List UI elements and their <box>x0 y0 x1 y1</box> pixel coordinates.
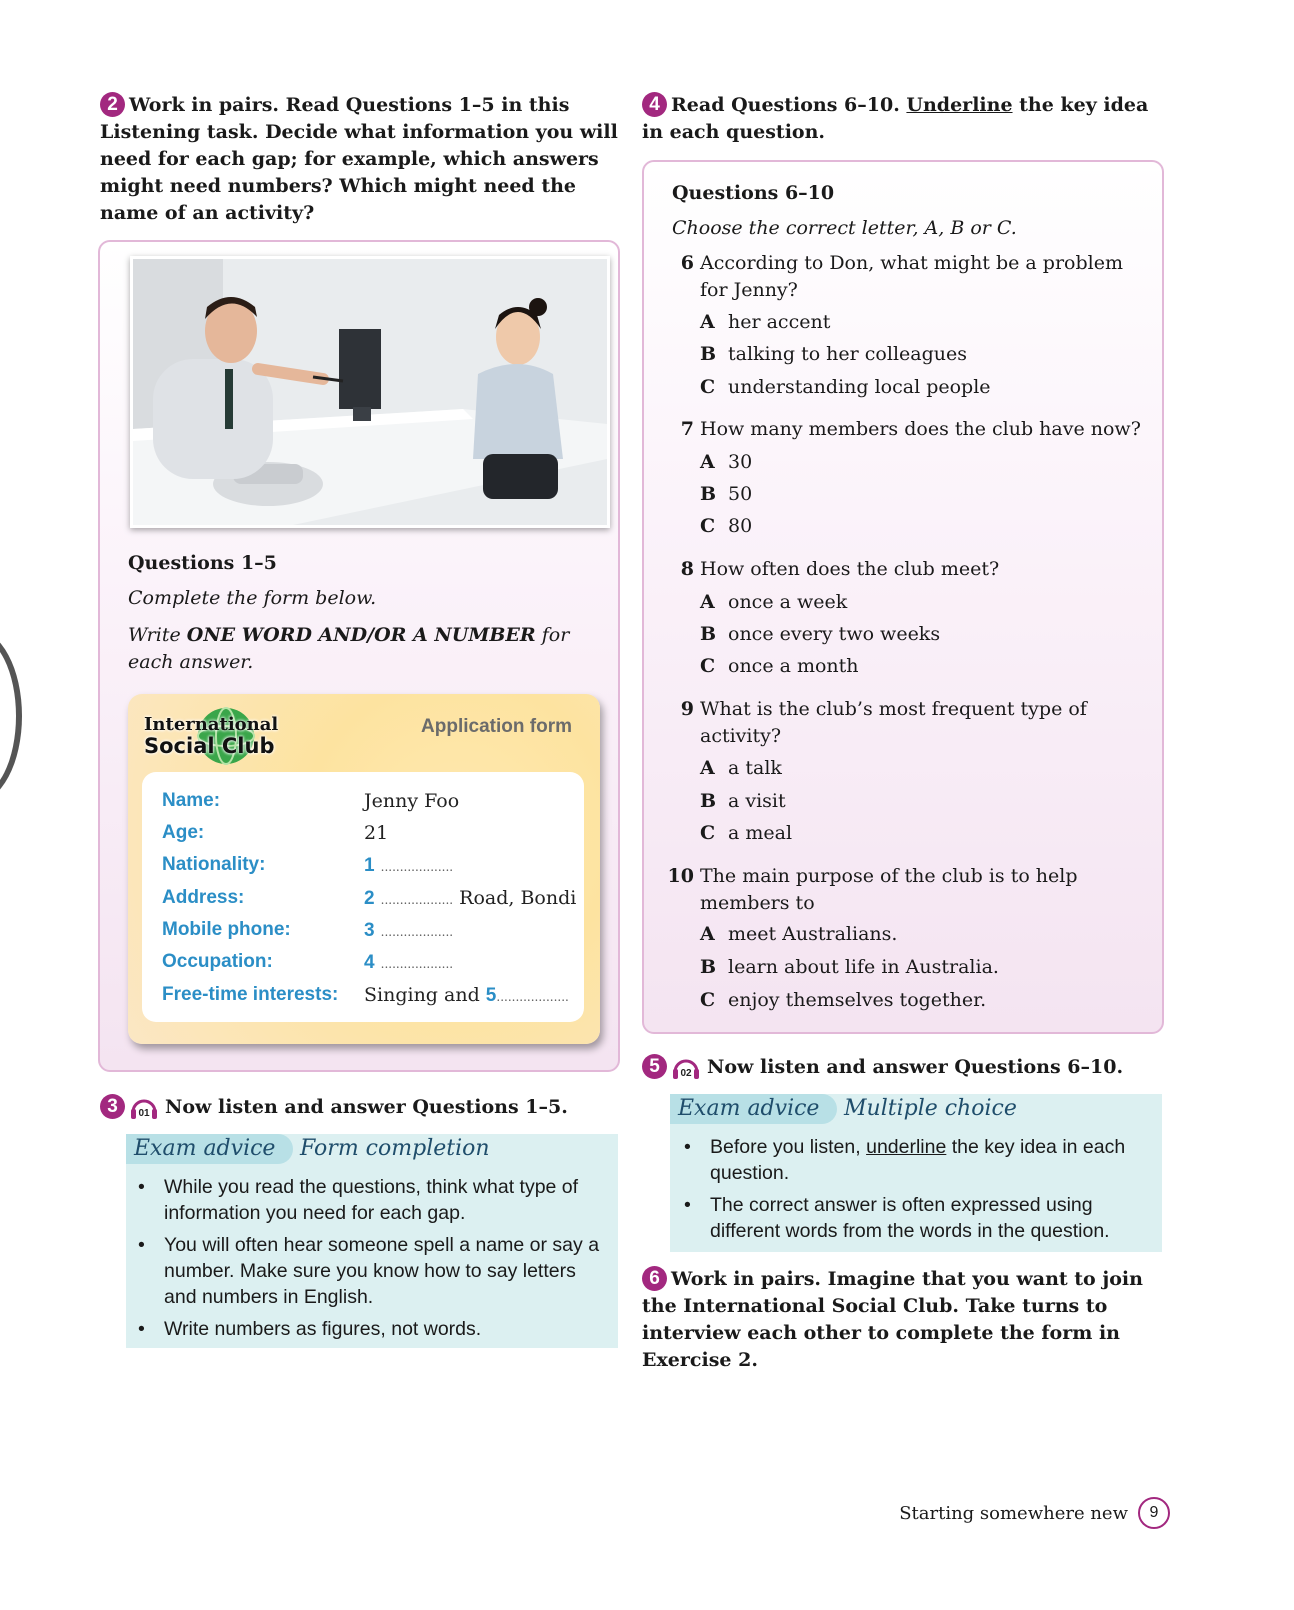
exercise-number: 4 <box>642 92 667 117</box>
option-letter: C <box>700 376 716 398</box>
option-letter: B <box>700 790 717 812</box>
option-letter: B <box>700 956 717 978</box>
advice-bullet: • While you read the questions, think what type of information you need for each gap. <box>126 1174 606 1226</box>
exam-advice-tag: Exam advice <box>670 1094 837 1124</box>
page-number: 9 <box>1138 1497 1170 1529</box>
form-gap-1 <box>364 854 453 877</box>
option-10a[interactable] <box>700 922 897 946</box>
option-text: her accent <box>728 311 831 333</box>
question-number: 10 <box>667 865 694 887</box>
word-limit-prefix: Write <box>128 624 187 646</box>
exercise-number: 5 <box>642 1054 667 1079</box>
option-letter: A <box>700 923 715 945</box>
option-letter: B <box>700 483 717 505</box>
track-number: 02 <box>680 1068 692 1079</box>
answer-blank: ................... <box>380 925 454 939</box>
exam-advice-form-completion <box>126 1134 618 1348</box>
bullet-text-end: the key idea in each question. <box>710 1136 1126 1184</box>
form-label-age: Age: <box>162 822 205 843</box>
option-text: once a month <box>728 655 859 677</box>
option-8b[interactable] <box>700 622 940 646</box>
exercise-6-instruction <box>642 1266 1162 1374</box>
question-number: 9 <box>680 698 694 720</box>
question-text-cont: members to <box>700 892 815 914</box>
option-letter: B <box>700 343 717 365</box>
form-gap-5 <box>364 984 569 1007</box>
question-9 <box>644 696 1144 750</box>
form-label-nationality: Nationality: <box>162 854 266 875</box>
exercise-2-instruction <box>100 92 620 227</box>
option-9a[interactable] <box>700 756 782 780</box>
form-label-name: Name: <box>162 790 221 811</box>
option-letter: B <box>700 623 717 645</box>
advice-bullets <box>126 1174 606 1348</box>
word-limit-suffix: for each answer. <box>128 624 570 673</box>
exam-advice-type: Form completion <box>300 1136 490 1161</box>
questions-6-10-panel <box>642 160 1164 1034</box>
question-text-cont: activity? <box>700 725 782 747</box>
option-9c[interactable] <box>700 821 792 845</box>
option-10b[interactable] <box>700 955 999 979</box>
option-letter: A <box>700 311 715 333</box>
exercise-number: 3 <box>100 1094 125 1119</box>
age-value: 21 <box>364 822 389 844</box>
option-8c[interactable] <box>700 654 859 678</box>
questions-6-10-instruction: Choose the correct letter, A, B or C. <box>672 217 1017 239</box>
bullet-underlined: underline <box>866 1136 947 1158</box>
advice-bullets <box>672 1134 1152 1250</box>
exercise-3-text: Now listen and answer Questions 1–5. <box>165 1096 568 1118</box>
exercise-4-text-end: the key idea in each question. <box>642 94 1149 143</box>
question-10 <box>644 863 1144 917</box>
name-value: Jenny Foo <box>364 790 460 812</box>
bullet-text: Before you listen, <box>710 1136 867 1158</box>
question-number: 8 <box>680 558 694 580</box>
application-form-card <box>128 694 600 1044</box>
office-interview-photo <box>130 256 610 528</box>
option-text: 30 <box>728 451 753 473</box>
form-label-mobile: Mobile phone: <box>162 919 291 940</box>
questions-1-5-instruction: Complete the form below. <box>128 587 377 609</box>
form-gap-2 <box>364 887 576 910</box>
question-text: What is the club’s most frequent type of <box>700 698 1087 720</box>
form-label-interests: Free-time interests: <box>162 984 339 1005</box>
option-text: once every two weeks <box>728 623 941 645</box>
gap-number: 2 <box>364 888 375 909</box>
unit-title: Starting somewhere new <box>899 1502 1128 1524</box>
question-8 <box>644 556 1144 583</box>
advice-bullet: • You will often hear someone spell a name or say a number. Make sure you know how to say letters and numbers in English. <box>126 1232 606 1310</box>
question-6 <box>644 250 1144 304</box>
option-text: a talk <box>728 757 782 779</box>
form-value-age <box>364 822 388 844</box>
gap-number: 5 <box>485 985 497 1006</box>
option-7a[interactable] <box>700 450 752 474</box>
option-letter: A <box>700 757 715 779</box>
address-suffix: Road, Bondi <box>459 887 577 909</box>
questions-1-5-panel <box>98 240 620 1072</box>
photo-illustration <box>133 259 607 525</box>
gap-number: 3 <box>364 920 375 941</box>
question-text: According to Don, what might be a problem <box>700 252 1123 274</box>
answer-blank: ................... <box>496 990 569 1004</box>
option-7b[interactable] <box>700 482 752 506</box>
option-6c[interactable] <box>700 375 991 399</box>
option-letter: A <box>700 451 715 473</box>
form-value-name <box>364 790 459 812</box>
exercise-2-text: Work in pairs. Read Questions 1–5 in this Listening task. Decide what information you will need for each gap; for example, which answers might need numbers? Which might need the name of an activity? <box>100 94 618 224</box>
form-title: Application form <box>421 716 572 737</box>
form-gap-3 <box>364 919 453 942</box>
gap-number: 1 <box>364 855 375 876</box>
question-7 <box>644 416 1154 443</box>
question-number: 6 <box>680 252 694 274</box>
question-text: The main purpose of the club is to help <box>700 865 1078 887</box>
option-letter: C <box>700 655 716 677</box>
advice-bullet: • Write numbers as figures, not words. <box>126 1316 606 1342</box>
form-gap-4 <box>364 951 453 974</box>
option-text: a meal <box>728 822 793 844</box>
headphones-icon <box>129 1094 159 1120</box>
option-text: understanding local people <box>728 376 991 398</box>
option-8a[interactable] <box>700 590 847 614</box>
logo-line-2: Social Club <box>144 734 275 758</box>
option-text: learn about life in Australia. <box>728 956 999 978</box>
option-text: once a week <box>728 591 848 613</box>
option-text: a visit <box>728 790 786 812</box>
question-text: How many members does the club have now? <box>700 418 1141 440</box>
club-logo <box>144 706 294 766</box>
option-10c[interactable] <box>700 988 986 1012</box>
exercise-4-instruction <box>642 92 1152 146</box>
questions-1-5-word-limit <box>128 622 598 676</box>
option-letter: C <box>700 989 716 1011</box>
exercise-5-instruction <box>642 1054 1162 1081</box>
option-letter: C <box>700 822 716 844</box>
advice-bullet: • The correct answer is often expressed using different words from the words in the question. <box>672 1192 1152 1244</box>
questions-1-5-heading: Questions 1–5 <box>128 552 277 574</box>
option-text: 80 <box>728 515 753 537</box>
answer-blank: ................... <box>380 860 454 874</box>
question-number: 7 <box>680 418 694 440</box>
question-text: How often does the club meet? <box>700 558 1000 580</box>
exercise-number: 2 <box>100 92 125 117</box>
exam-advice-multiple-choice <box>670 1094 1162 1252</box>
page-edge-arc <box>0 630 22 802</box>
option-9b[interactable] <box>700 789 786 813</box>
form-label-address: Address: <box>162 887 245 908</box>
option-letter: A <box>700 591 715 613</box>
option-6a[interactable] <box>700 310 830 334</box>
exercise-4-text: Read Questions 6–10. <box>671 94 907 116</box>
logo-line-1: International <box>144 714 279 735</box>
questions-6-10-heading: Questions 6–10 <box>672 182 835 204</box>
option-text: talking to her colleagues <box>728 343 967 365</box>
exam-advice-type: Multiple choice <box>844 1096 1017 1121</box>
form-fields <box>142 772 584 1022</box>
word-limit-rule: ONE WORD AND/OR A NUMBER <box>186 624 536 646</box>
exam-advice-tag: Exam advice <box>126 1134 293 1164</box>
advice-bullet <box>672 1134 1152 1186</box>
question-text-cont: for Jenny? <box>700 279 798 301</box>
exercise-number: 6 <box>642 1266 667 1291</box>
footer <box>899 1496 1170 1530</box>
option-text: meet Australians. <box>728 923 898 945</box>
exercise-6-text: Work in pairs. Imagine that you want to join the International Social Club. Take turns to interview each other to complete the form in Exercise 2. <box>642 1268 1143 1371</box>
option-7c[interactable] <box>700 514 752 538</box>
option-text: 50 <box>728 483 753 505</box>
exercise-5-text: Now listen and answer Questions 6–10. <box>707 1056 1124 1078</box>
answer-blank: ................... <box>380 893 454 907</box>
underline-keyword: Underline <box>906 94 1013 116</box>
form-label-occupation: Occupation: <box>162 951 273 972</box>
track-number: 01 <box>138 1108 150 1119</box>
option-6b[interactable] <box>700 342 967 366</box>
exercise-3-instruction <box>100 1094 620 1121</box>
headphones-icon <box>671 1054 701 1080</box>
gap-number: 4 <box>364 952 375 973</box>
option-text: enjoy themselves together. <box>728 989 987 1011</box>
interests-value: Singing and <box>364 984 480 1006</box>
option-letter: C <box>700 515 716 537</box>
answer-blank: ................... <box>380 957 454 971</box>
